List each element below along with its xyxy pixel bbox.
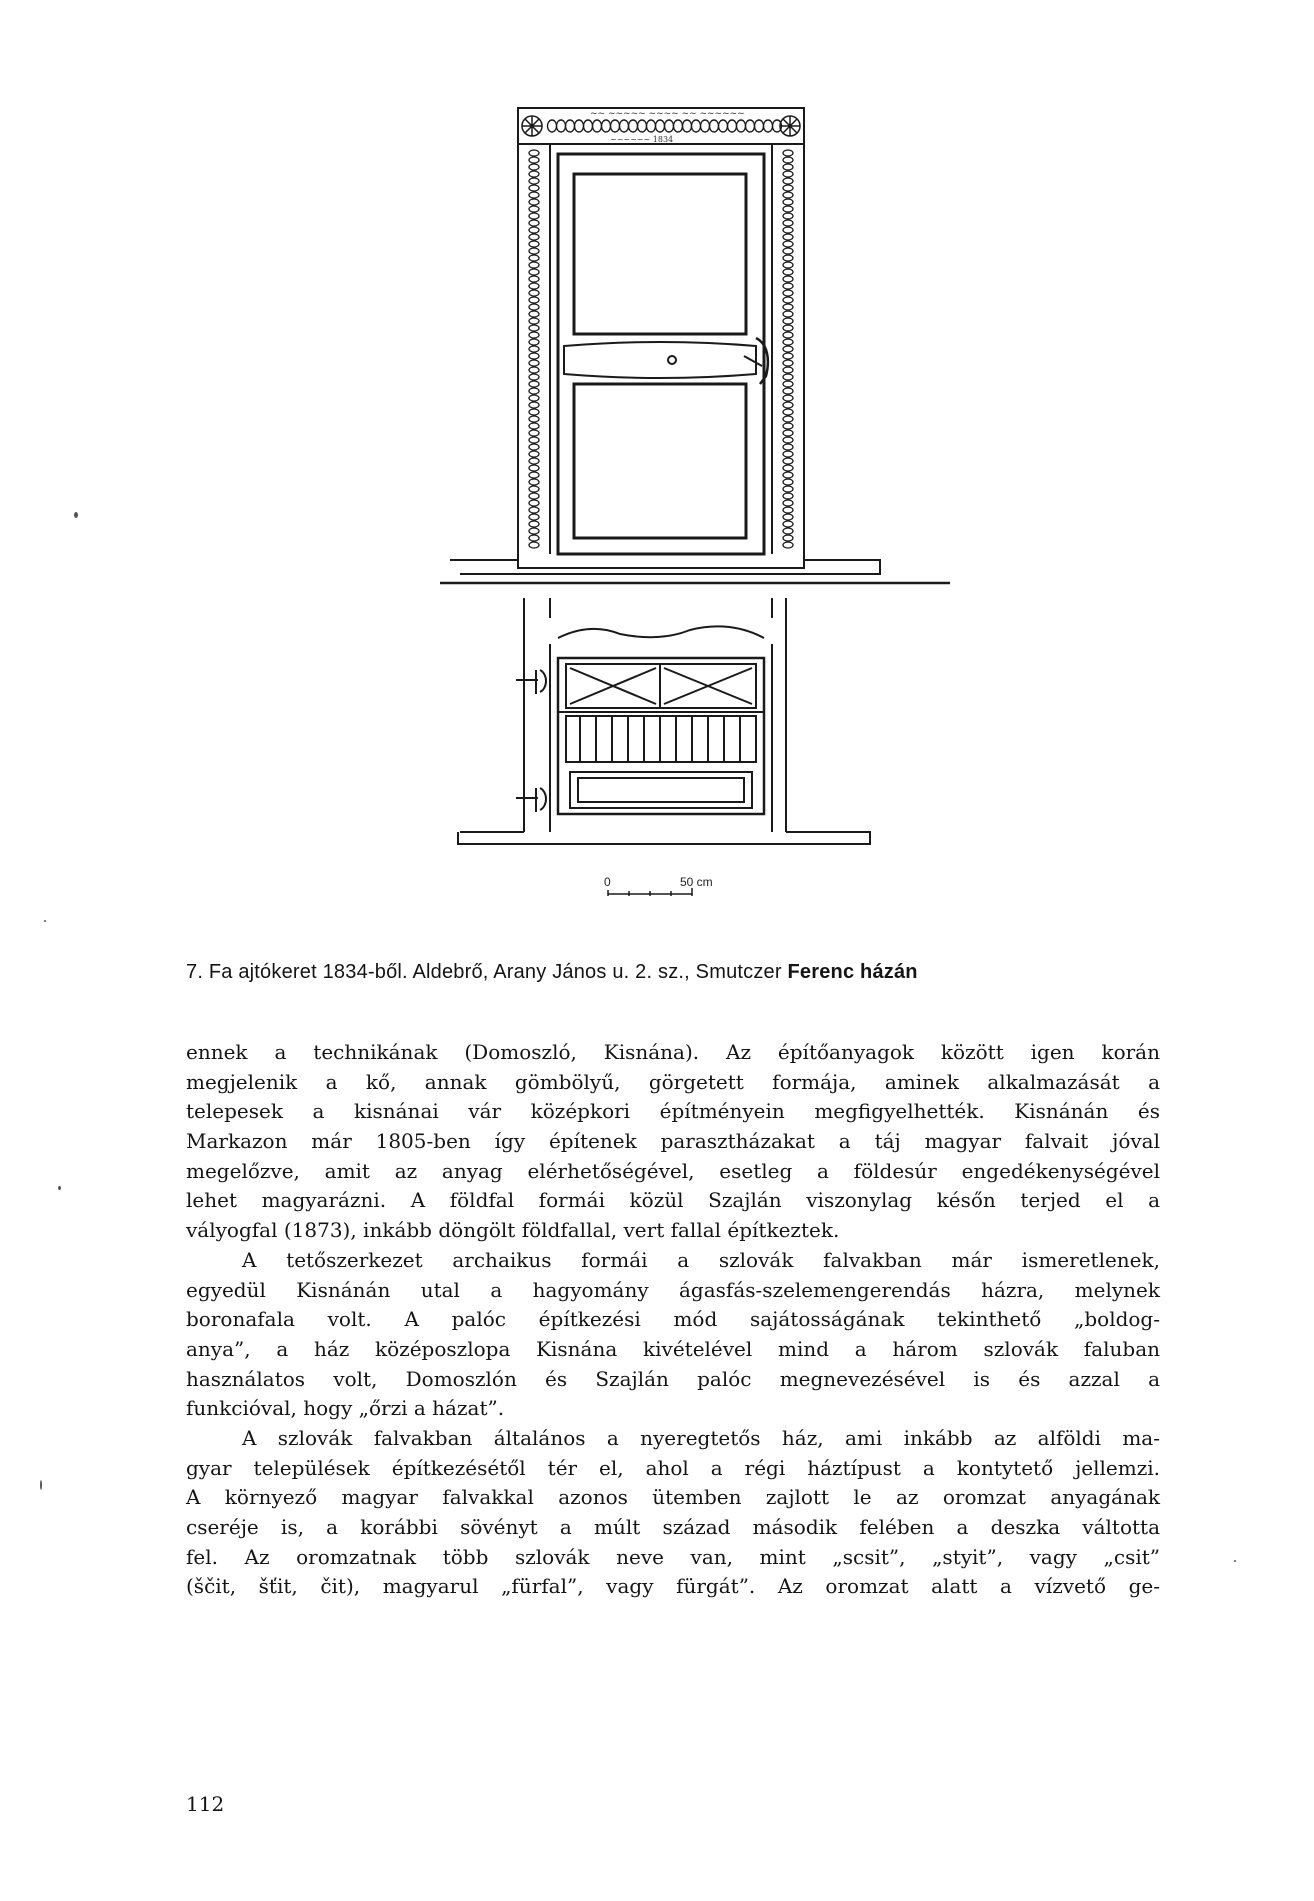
caption-lead: 7. Fa ajtókeret 1834-ből. Aldebrő, Arany János u. 2. sz., Smutczer [186,961,788,983]
caption-bold: Ferenc házán [787,961,918,983]
text-line-3: telepesek a kisnánai vár középkori építményein megfigyelhették. Kisnánán és [186,1099,1160,1124]
scan-speck [1234,1560,1236,1562]
scale-bar [608,888,692,896]
text-line-15: gyar települések építkezésétől tér el, ahol a régi háztípust a kontytető jellemzi. [186,1455,1160,1480]
text-line-8: A tetőszerkezet archaikus formái a szlovák falvakban már ismeretlenek, [242,1247,1160,1272]
text-line-17: cseréje is, a korábbi sövényt a múlt század második felében a deszka váltotta [186,1515,1160,1539]
text-line-1: ennek a technikának (Domoszló, Kisnána). Az építőanyagok között igen korán [186,1040,1160,1064]
door-frame-drawing [440,98,950,953]
scale-end-label: 50 cm [680,875,713,889]
scan-speck [40,1480,42,1490]
rosette-right [780,116,800,136]
carved-rope-band [548,120,782,132]
text-line-5: megelőzve, amit az anyag elérhetőségével, esetleg a földesúr engedékenységével [186,1158,1160,1183]
text-line-11: anya”, a ház középoszlopa Kisnána kivételével mind a három szlovák faluban [186,1336,1160,1361]
text-line-7: vályogfal (1873), inkább döngölt földfallal, vert fallal építkeztek. [186,1218,840,1243]
text-line-9: egyedül Kisnánán utal a hagyomány ágasfás-szelemengerendás házra, melynek [186,1277,1160,1302]
door-upper-panel [574,174,746,334]
text-line-14: A szlovák falvakban általános a nyeregtetős ház, ami inkább az alföldi ma- [242,1425,1160,1450]
inscription-top: ~~ ~~~~~ ~~~~ ~~ ~~~~~~ [590,109,745,119]
frame-outline [518,108,804,568]
text-line-12: használatos volt, Domoszlón és Szajlán palóc megnevezésével is és azzal a [186,1366,1160,1391]
text-line-10: boronafala volt. A palóc építkezési mód sajátosságának tekinthető „boldog- [186,1307,1160,1332]
gate-base [458,832,870,844]
door-middle-rail [564,342,756,378]
scan-speck [44,920,46,922]
text-line-6: lehet magyarázni. A földfal formái közül Szajlán viszonylag későn terjed el a [186,1188,1160,1213]
door-frame-figure [440,98,950,953]
scale-start-label: 0 [604,875,611,889]
body-text [186,1038,1160,1602]
text-line-2: megjelenik a kő, annak gömbölyű, görgetett formája, aminek alkalmazását a [186,1069,1160,1094]
text-line-13: funkcióval, hogy „őrzi a házat”. [186,1396,505,1421]
door-handle [756,338,768,384]
hinge-upper [516,670,546,694]
carved-jamb-left [529,150,539,548]
scan-speck [74,512,78,518]
door-leaf [558,154,764,554]
rosette-left [522,116,542,136]
page-number: 112 [186,1792,225,1816]
inscription-date: ~~~~~~ 1834 [610,135,674,144]
text-line-19: (ščit, šťit, čit), magyarul „fürfal”, vagy fürgát”. Az oromzat alatt a vízvető ge- [186,1574,1160,1599]
gate-wavy-top [558,626,764,638]
hinge-lower [516,788,546,812]
door-lower-panel [574,384,746,538]
carved-jamb-right [783,150,793,548]
text-line-18: fel. Az oromzatnak több szlovák neve van, mint „scsit”, „styit”, vagy „csit” [186,1544,1160,1569]
figure-caption [186,960,1166,984]
text-line-4: Markazon már 1805-ben így építenek parasztházakat a táj magyar falvait jóval [186,1129,1160,1154]
scan-speck [58,1186,61,1190]
text-line-16: A környező magyar falvakkal azonos ütemben zajlott le az oromzat anyagának [186,1485,1160,1510]
